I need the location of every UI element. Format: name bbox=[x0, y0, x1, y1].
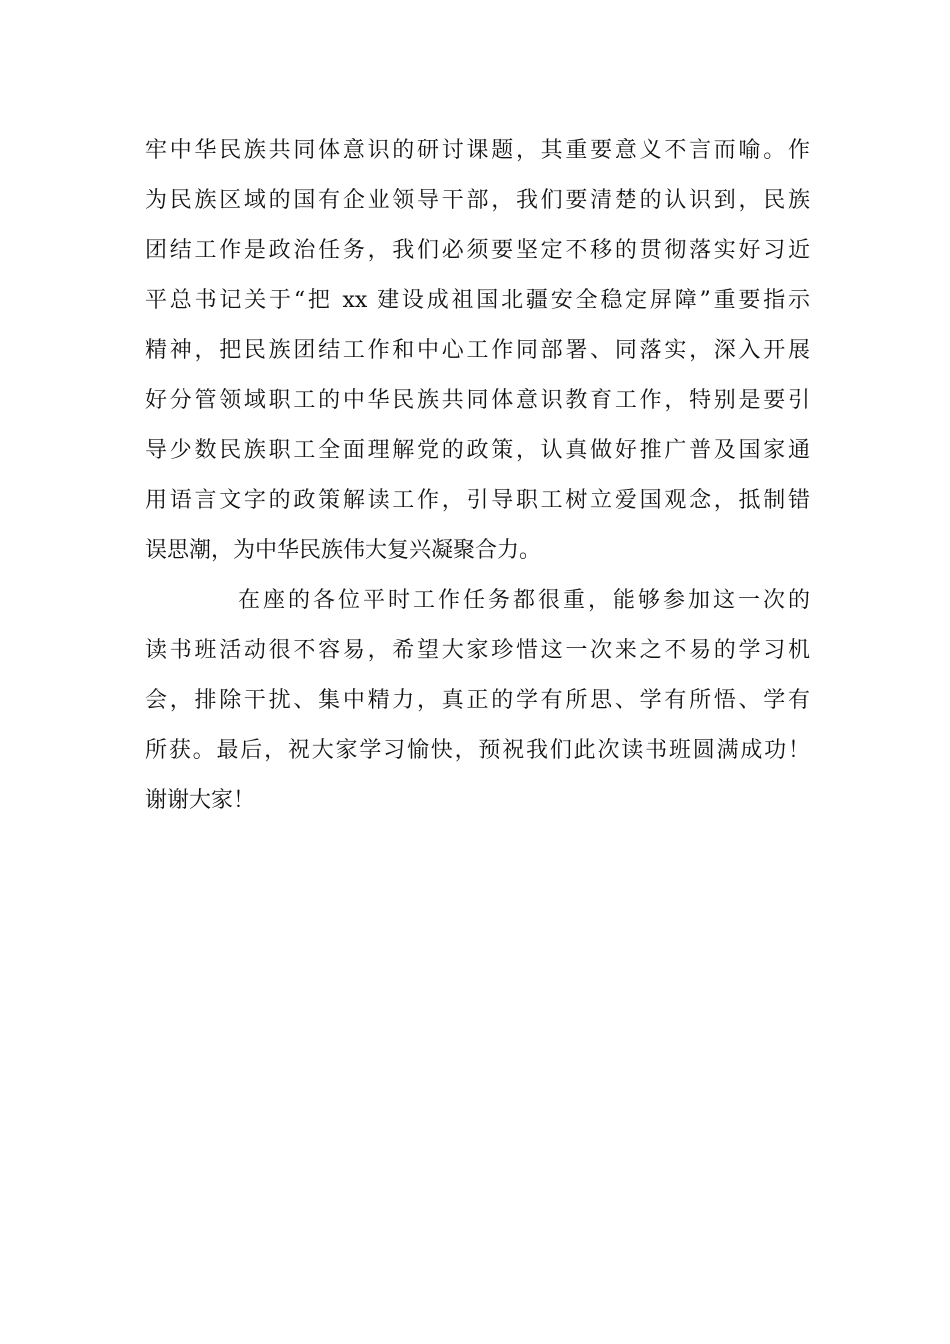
text-line: 为民族区域的国有企业领导干部，我们要清楚的认识到，民族 bbox=[145, 188, 810, 213]
text-line: 精神，把民族团结工作和中心工作同部署、同落实，深入开展 bbox=[145, 338, 810, 363]
text-line: 会，排除干扰、集中精力，真正的学有所思、学有所悟、学有 bbox=[145, 688, 810, 713]
paragraph-1 bbox=[145, 130, 810, 580]
text-line: 好分管领域职工的中华民族共同体意识教育工作，特别是要引 bbox=[145, 388, 810, 413]
text-line: 团结工作是政治任务，我们必须要坚定不移的贯彻落实好习近 bbox=[145, 238, 810, 263]
text-line: 在座的各位平时工作任务都很重，能够参加这一次的 bbox=[238, 588, 810, 613]
document-body bbox=[145, 130, 810, 830]
text-line: 读书班活动很不容易，希望大家珍惜这一次来之不易的学习机 bbox=[145, 638, 810, 663]
text-line: 导少数民族职工全面理解党的政策，认真做好推广普及国家通 bbox=[145, 438, 810, 463]
text-line: 用语言文字的政策解读工作，引导职工树立爱国观念，抵制错 bbox=[145, 488, 810, 513]
paragraph-2 bbox=[145, 580, 810, 830]
text-line: 牢中华民族共同体意识的研讨课题，其重要意义不言而喻。作 bbox=[145, 138, 810, 163]
text-line: 误思潮，为中华民族伟大复兴凝聚合力。 bbox=[145, 538, 542, 563]
text-line: 平总书记关于“把 xx 建设成祖国北疆安全稳定屏障”重要指示 bbox=[145, 288, 810, 313]
text-line: 谢谢大家！ bbox=[145, 788, 256, 813]
text-line: 所获。最后，祝大家学习愉快，预祝我们此次读书班圆满成功！ bbox=[145, 738, 810, 763]
